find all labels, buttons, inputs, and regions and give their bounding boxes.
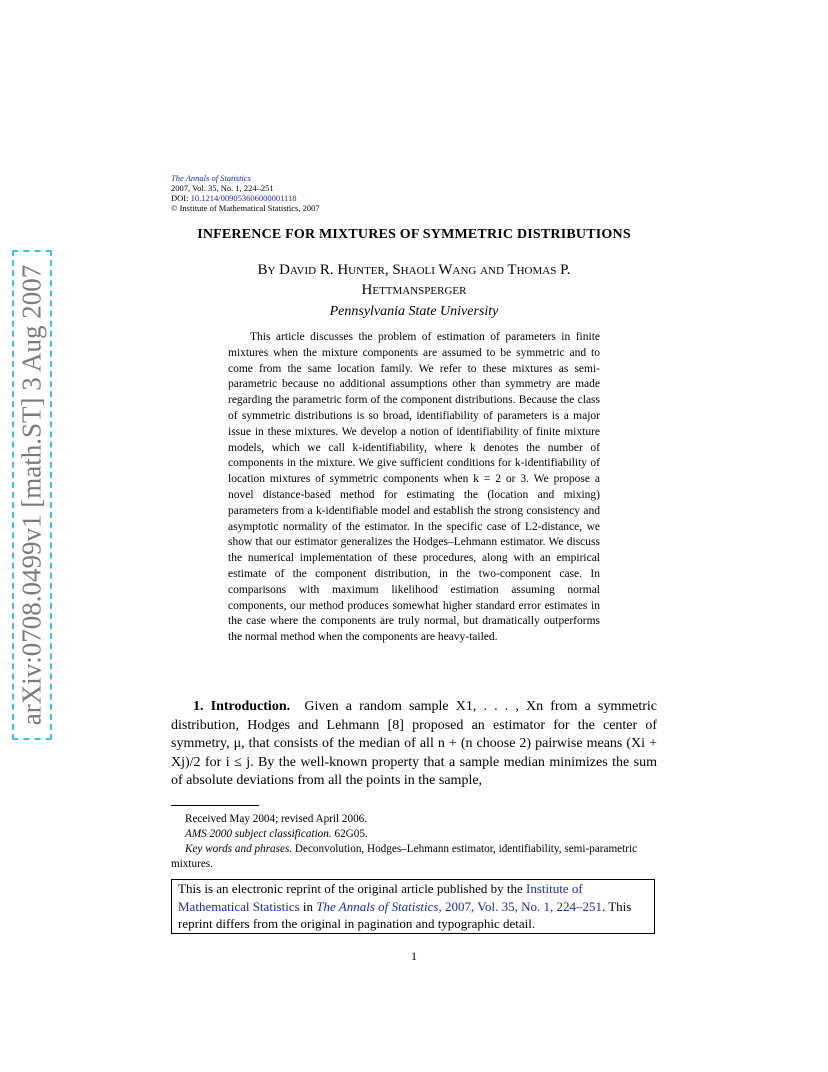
ams-note: [171, 827, 657, 842]
reprint-text-2: in: [299, 898, 317, 914]
reprint-notice: [171, 879, 655, 934]
journal-link[interactable]: The Annals of Statistics: [316, 898, 439, 914]
introduction-text: Given a random sample X1, . . . , Xn from a symmetric distribution, Hodges and Lehmann [8] proposed an estimator for the center of symmetry, μ, that consists of the median of all n + (n choose 2) pairwise means (Xi + Xj)/2 for i ≤ j. By the well-known property that a sample median minimizes the sum of absolute deviations from all the points in the sample,: [171, 699, 658, 788]
journal-name[interactable]: The Annals of Statistics: [171, 173, 251, 183]
volume-link[interactable]: 2007, Vol. 35, No. 1, 224–251: [444, 898, 602, 914]
abstract: This article discusses the problem of estimation of parameters in finite mixtures when the mixture components are assumed to be symmetric and to come from the same location family. We refer to these mixtures as semi-parametric because no additional assumptions other than symmetry are made regarding the parametric form of the component distributions. Because the class of symmetric distributions is so broad, identifiability of parameters is a major issue in these mixtures. We develop a notion of identifiability of finite mixture models, which we call k-identifiability, where k denotes the number of components in the mixture. We give sufficient conditions for k-identifiability of location mixtures of symmetric components when k = 2 or 3. We propose a novel distance-based method for estimating the (location and mixing) parameters from a k-identifiable model and establish the strong consistency and asymptotic normality of the estimator. In the specific case of L2-distance, we show that our estimator generalizes the Hodges–Lehmann estimator. We discuss the numerical implementation of these procedures, along with an empirical estimate of the component distribution, in the two-component case. In comparisons with maximum likelihood estimation assuming normal components, our method produces somewhat higher standard error estimates in the case where the components are truly normal, but dramatically outperforms the normal method when the components are heavy-tailed.: [228, 331, 600, 644]
ams-value: 62G05.: [331, 828, 368, 840]
reprint-comma: ,: [438, 898, 442, 914]
paper-authors: By David R. Hunter, Shaoli Wang and Thomas P. Hettmansperger: [257, 262, 571, 298]
arxiv-stamp: [12, 250, 52, 740]
keywords-label: Key words and phrases.: [185, 843, 293, 855]
journal-volume: 2007, Vol. 35, No. 1, 224–251: [171, 183, 274, 193]
keywords-note: [171, 842, 657, 872]
journal-doi-line: [171, 193, 320, 203]
footnotes: [171, 812, 657, 872]
doi-link[interactable]: 10.1214/009053606000001118: [190, 193, 297, 203]
journal-header: [171, 173, 320, 213]
introduction-heading: 1. Introduction.: [193, 699, 291, 714]
keywords-value: Deconvolution, Hodges–Lehmann estimator, identifiability, semi-parametric mixtures.: [171, 843, 638, 870]
journal-copyright: © Institute of Mathematical Statistics, 2007: [171, 203, 320, 213]
footnote-rule: [171, 805, 259, 806]
reprint-text-3: . This reprint differs from the original in pagination and typographic detail.: [178, 898, 632, 931]
arxiv-stamp-text: arXiv:0708.0499v1 [math.ST] 3 Aug 2007: [16, 264, 47, 726]
affiliation: Pennsylvania State University: [329, 304, 499, 319]
paper-title: INFERENCE FOR MIXTURES OF SYMMETRIC DISTRIBUTIONS: [197, 227, 631, 242]
page-number: 1: [411, 949, 417, 963]
received-note: Received May 2004; revised April 2006.: [185, 813, 368, 825]
ams-label: AMS 2000 subject classification.: [185, 828, 332, 840]
ims-link[interactable]: Institute of Mathematical Statistics: [178, 881, 583, 914]
doi-label: DOI:: [171, 193, 191, 203]
reprint-text-1: This is an electronic reprint of the original article published by the: [178, 881, 523, 896]
introduction-paragraph: [171, 698, 657, 791]
